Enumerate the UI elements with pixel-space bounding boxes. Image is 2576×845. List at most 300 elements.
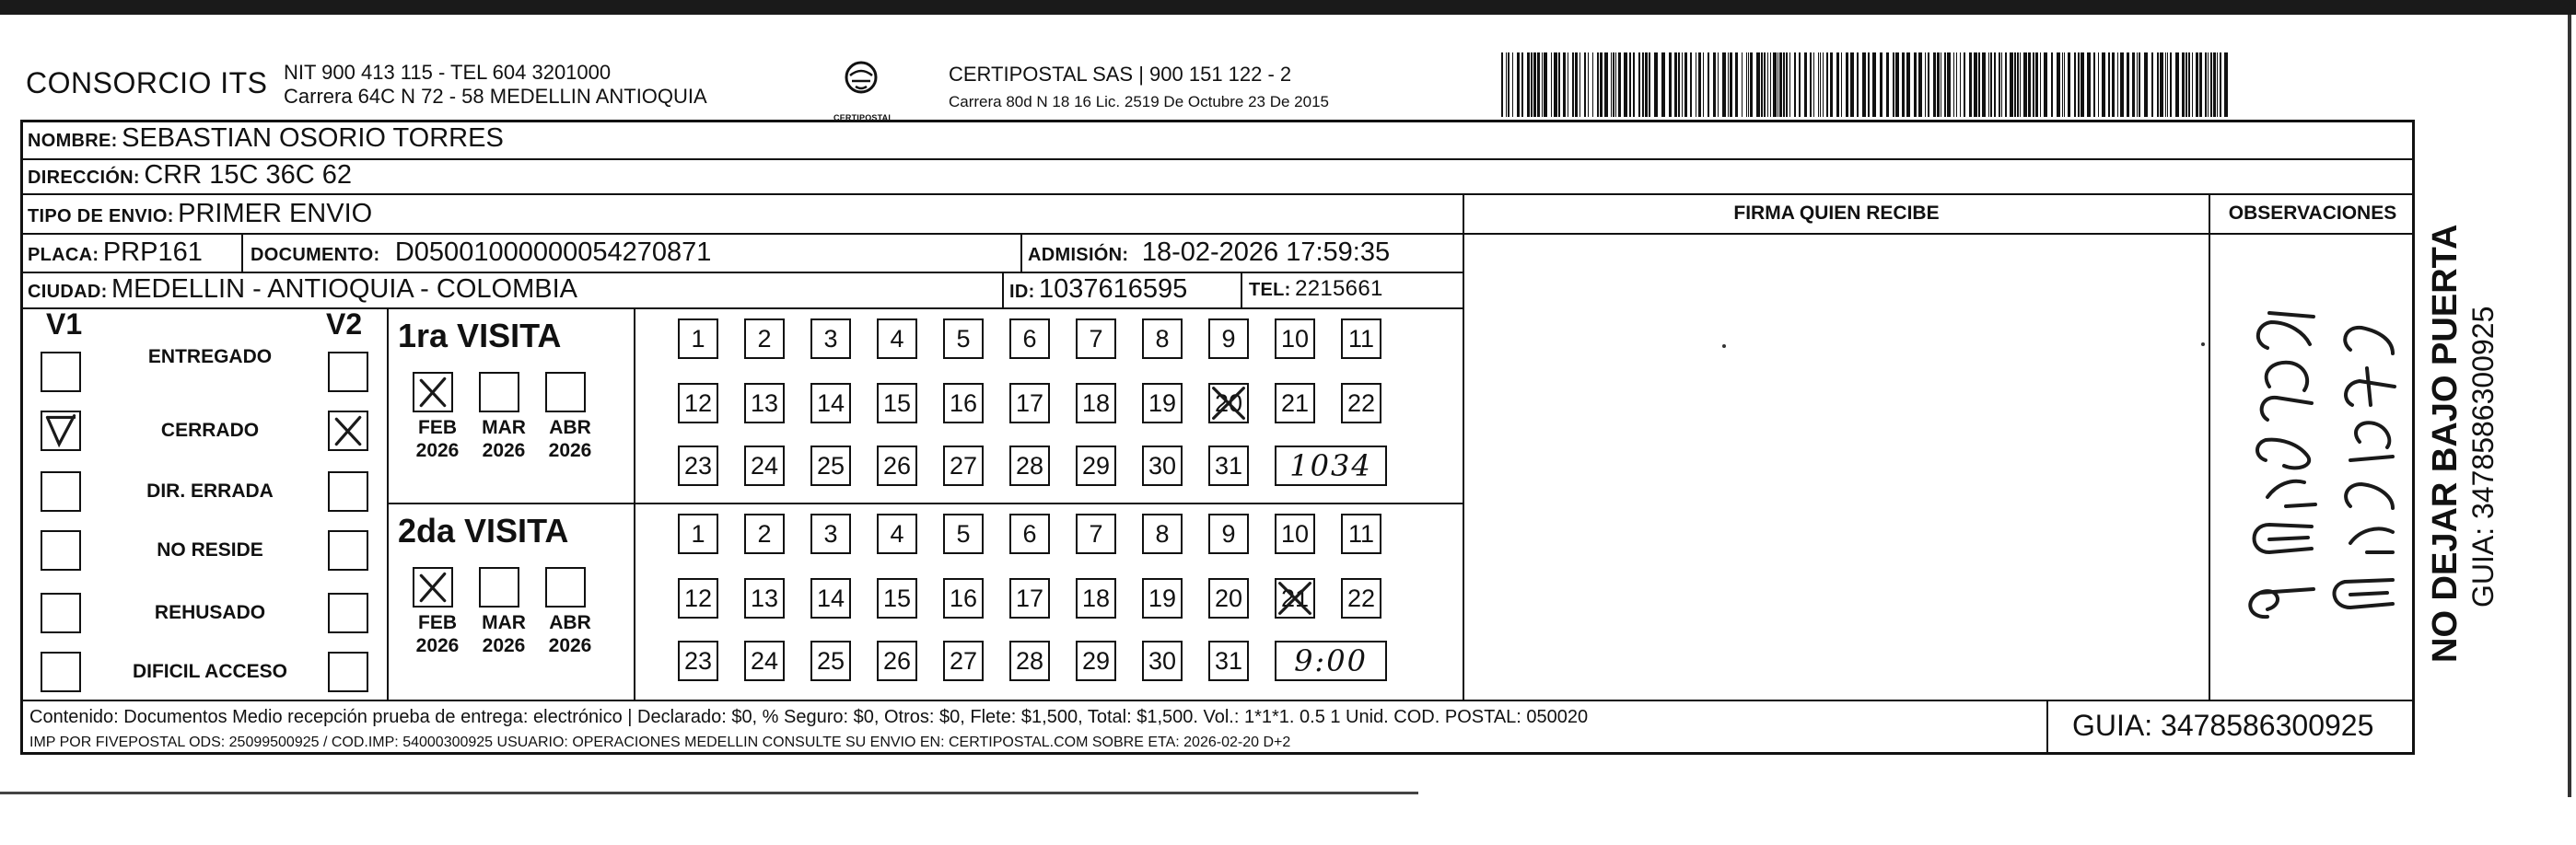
month-name: ABR <box>549 417 591 438</box>
first-visit-day-3[interactable] <box>810 318 851 359</box>
barcode-bar <box>1718 52 1719 117</box>
bottom-scan-line <box>0 792 1418 794</box>
footer-content-line: Contenido: Documentos Medio recepción prueba de entrega: electrónico | Declarado: $0, % Seguro: $0, Otros: $0, Flete: $1,500, Total: $1,500. Vol.: 1*1*1. 0.5 1 Unid. COD. POSTAL: 050020 <box>29 707 1589 727</box>
second-visit-day-23[interactable] <box>678 641 718 681</box>
barcode-bar <box>2117 52 2118 117</box>
second-visit-day-9[interactable] <box>1208 514 1249 554</box>
first-visit-day-12[interactable] <box>678 383 718 423</box>
barcode-bar <box>1684 52 1687 117</box>
barcode-bar <box>2028 52 2031 117</box>
v2-checkbox[interactable] <box>328 471 368 512</box>
day-number: 3 <box>823 325 838 353</box>
barcode-bar <box>2160 52 2163 117</box>
row-divider <box>20 307 1463 309</box>
barcode-bar <box>2205 52 2207 117</box>
day-number: 29 <box>1081 452 1111 480</box>
barcode-bar <box>2157 52 2159 117</box>
barcode-bar <box>1947 52 1951 117</box>
barcode-bar <box>1773 52 1777 117</box>
first-visit-day-1[interactable] <box>678 318 718 359</box>
day-number: 8 <box>1155 325 1170 353</box>
barcode-bar <box>1761 52 1763 117</box>
first-visit-day-27[interactable] <box>943 446 984 486</box>
row-divider <box>20 193 2415 195</box>
first-visit-day-21[interactable] <box>1275 383 1315 423</box>
first-visit-day-23[interactable] <box>678 446 718 486</box>
barcode-bar <box>2170 52 2172 117</box>
second-visit-day-31[interactable] <box>1208 641 1249 681</box>
day-number: 28 <box>1015 452 1044 480</box>
cell-divider <box>1002 272 1004 307</box>
first-visit-day-25[interactable] <box>810 446 851 486</box>
day-number: 18 <box>1081 389 1111 417</box>
barcode-bar <box>1690 52 1692 117</box>
barcode-bar <box>1994 52 1996 117</box>
day-number: 11 <box>1347 325 1375 353</box>
barcode-bar <box>1633 52 1635 117</box>
barcode-bar <box>1638 52 1640 117</box>
logo-caption: CERTIPOSTAL <box>833 113 894 122</box>
first-visit-day-31[interactable] <box>1208 446 1249 486</box>
barcode-bar <box>2139 52 2140 117</box>
barcode-bar <box>1786 52 1788 117</box>
day-number: 9 <box>1221 520 1236 548</box>
month-name: ABR <box>549 612 591 633</box>
tel-value: 2215661 <box>1295 276 1383 301</box>
barcode-bar <box>1974 52 1977 117</box>
footer-imp-line: IMP POR FIVEPOSTAL ODS: 25099500925 / COD.IMP: 54000300925 USUARIO: OPERACIONES MEDELLIN CONSULTE SU ENVIO EN: CERTIPOSTAL.COM SOBRE ETA: 2026-02-20 D+2 <box>29 735 1291 750</box>
first-visit-day-28[interactable] <box>1009 446 1050 486</box>
first-visit-month-checkbox[interactable] <box>545 372 586 412</box>
barcode-bar <box>1750 52 1753 117</box>
tel-cell <box>1249 276 1383 302</box>
ciudad-label: CIUDAD: <box>28 282 108 302</box>
day-number: 13 <box>750 585 779 612</box>
v2-checkbox[interactable] <box>328 652 368 692</box>
barcode-bar <box>2210 52 2212 117</box>
day-number: 17 <box>1015 389 1044 417</box>
v1-checkbox[interactable] <box>41 471 81 512</box>
second-visit-month-checkbox[interactable] <box>413 567 453 608</box>
row-divider <box>20 272 1463 273</box>
placa-cell <box>28 237 203 268</box>
barcode-bar <box>2081 52 2084 117</box>
barcode-bar <box>2005 52 2007 117</box>
barcode-bar <box>1542 52 1543 117</box>
first-visit-title: 1ra VISITA <box>398 317 562 354</box>
id-label: ID: <box>1009 282 1035 302</box>
barcode-bar <box>2044 52 2047 117</box>
month-year: 2026 <box>482 635 526 656</box>
second-visit-day-27[interactable] <box>943 641 984 681</box>
barcode-bar <box>1746 52 1747 117</box>
barcode-bar <box>1730 52 1732 117</box>
day-number: 9 <box>1221 325 1236 353</box>
barcode-bar <box>2108 52 2110 117</box>
barcode-bar <box>1868 52 1870 117</box>
barcode-bar <box>2213 52 2216 117</box>
day-number: 2 <box>757 520 772 548</box>
barcode-bar <box>1512 52 1513 117</box>
cell-divider <box>241 233 243 272</box>
day-number: 24 <box>750 452 779 480</box>
first-visit-month-checkbox[interactable] <box>413 372 453 412</box>
day-number: 22 <box>1346 389 1376 417</box>
barcode-bar <box>1810 52 1812 117</box>
second-visit-day-3[interactable] <box>810 514 851 554</box>
day-number: 14 <box>816 585 845 612</box>
barcode-bar <box>1537 52 1540 117</box>
v2-checkbox[interactable] <box>328 530 368 571</box>
second-visit-day-12[interactable] <box>678 578 718 619</box>
second-visit-day-21[interactable] <box>1275 578 1315 619</box>
day-number: 7 <box>1089 520 1103 548</box>
col-divider <box>1463 193 1464 700</box>
tipo-envio-row <box>28 199 372 229</box>
barcode-bar <box>2151 52 2153 117</box>
first-visit-day-13[interactable] <box>744 383 785 423</box>
first-visit-day-24[interactable] <box>744 446 785 486</box>
barcode-bar <box>1551 52 1552 117</box>
barcode-bar <box>1933 52 1936 117</box>
barcode-bar <box>2137 52 2138 117</box>
second-visit-month-checkbox[interactable] <box>545 567 586 608</box>
second-visit-day-2[interactable] <box>744 514 785 554</box>
footer-guia-number: GUIA: 3478586300925 <box>2072 709 2374 742</box>
day-number: 16 <box>949 389 978 417</box>
direccion-value: CRR 15C 36C 62 <box>144 160 352 190</box>
status-label: DIR. ERRADA <box>146 480 274 502</box>
row-divider <box>20 158 2415 160</box>
visit-divider <box>387 503 1463 504</box>
first-visit-day-14[interactable] <box>810 383 851 423</box>
barcode-bar <box>1779 52 1782 117</box>
first-visit-day-4[interactable] <box>877 318 917 359</box>
first-visit-day-30[interactable] <box>1142 446 1183 486</box>
company-address-line: Carrera 64C N 72 - 58 MEDELLIN ANTIOQUIA <box>284 85 707 108</box>
second-visit-day-30[interactable] <box>1142 641 1183 681</box>
day-number: 20 <box>1214 389 1243 417</box>
first-visit-day-20[interactable] <box>1208 383 1249 423</box>
second-visit-time-box[interactable] <box>1275 641 1387 681</box>
day-number: 8 <box>1155 520 1170 548</box>
barcode-bar <box>2093 52 2095 117</box>
barcode-bar <box>1563 52 1566 117</box>
v2-checkbox[interactable] <box>328 352 368 392</box>
second-visit-day-16[interactable] <box>943 578 984 619</box>
placa-label: PLACA: <box>28 245 99 265</box>
second-visit-day-5[interactable] <box>943 514 984 554</box>
barcode-bar <box>1615 52 1616 117</box>
barcode-bar <box>1624 52 1627 117</box>
barcode-bar <box>1613 52 1614 117</box>
second-visit-day-18[interactable] <box>1076 578 1116 619</box>
first-visit-day-16[interactable] <box>943 383 984 423</box>
col-divider <box>2209 193 2210 700</box>
first-visit-month-label <box>472 416 536 462</box>
barcode-bar <box>2087 52 2091 117</box>
day-number: 25 <box>816 452 845 480</box>
day-number: 30 <box>1148 647 1177 675</box>
second-visit-day-1[interactable] <box>678 514 718 554</box>
barcode-bar <box>1618 52 1621 117</box>
second-visit-day-25[interactable] <box>810 641 851 681</box>
barcode-bar <box>1818 52 1819 117</box>
barcode-bar <box>1645 52 1648 117</box>
day-number: 28 <box>1015 647 1044 675</box>
barcode-bar <box>1508 52 1509 117</box>
day-number: 17 <box>1015 585 1044 612</box>
barcode-bar <box>1533 52 1536 117</box>
day-number: 23 <box>683 452 713 480</box>
barcode-bar <box>2010 52 2013 117</box>
tel-label: TEL: <box>1249 280 1291 300</box>
barcode-bar <box>1794 52 1796 117</box>
barcode-bar <box>2102 52 2105 117</box>
first-visit-month-label <box>405 416 470 462</box>
observaciones-handwriting <box>2212 276 2413 696</box>
second-visit-day-13[interactable] <box>744 578 785 619</box>
barcode-bar <box>2014 52 2016 117</box>
first-visit-day-11[interactable] <box>1341 318 1381 359</box>
col-divider <box>634 307 635 700</box>
barcode-bar <box>1669 52 1672 117</box>
second-visit-day-29[interactable] <box>1076 641 1116 681</box>
barcode-bar <box>1978 52 1980 117</box>
barcode-bar <box>1604 52 1608 117</box>
barcode-bar <box>1722 52 1726 117</box>
barcode-bar <box>1857 52 1859 117</box>
barcode-bar <box>1558 52 1560 117</box>
barcode-bar <box>1902 52 1905 117</box>
barcode-bar <box>2033 52 2034 117</box>
company-name: CONSORCIO ITS <box>26 66 268 99</box>
month-year: 2026 <box>415 440 460 461</box>
first-visit-day-22[interactable] <box>1341 383 1381 423</box>
barcode-bar <box>1770 52 1771 117</box>
first-visit-day-9[interactable] <box>1208 318 1249 359</box>
first-visit-day-5[interactable] <box>943 318 984 359</box>
documento-cell <box>251 237 711 268</box>
v1-checkbox[interactable] <box>41 411 81 451</box>
barcode-bar <box>1937 52 1940 117</box>
barcode-bar <box>1674 52 1677 117</box>
first-visit-day-18[interactable] <box>1076 383 1116 423</box>
barcode-bar <box>1944 52 1946 117</box>
barcode-bar <box>1703 52 1704 117</box>
status-label: DIFICIL ACCESO <box>132 661 287 682</box>
handwritten-check-mark <box>1210 385 1247 422</box>
barcode-bar <box>1579 52 1580 117</box>
day-number: 14 <box>816 389 845 417</box>
v1-checkbox[interactable] <box>41 352 81 392</box>
barcode-bar <box>1756 52 1760 117</box>
barcode-bar <box>1841 52 1842 117</box>
second-visit-day-7[interactable] <box>1076 514 1116 554</box>
barcode-bar <box>1698 52 1701 117</box>
barcode-bar <box>1728 52 1729 117</box>
first-visit-time-box[interactable] <box>1275 446 1387 486</box>
month-year: 2026 <box>482 440 526 461</box>
barcode-bar <box>1592 52 1593 117</box>
barcode-bar <box>1969 52 1972 117</box>
day-number: 27 <box>949 647 978 675</box>
second-visit-month-checkbox[interactable] <box>479 567 519 608</box>
barcode-bar <box>2132 52 2135 117</box>
day-number: 7 <box>1089 325 1103 353</box>
day-number: 23 <box>683 647 713 675</box>
barcode-bar <box>2068 52 2070 117</box>
barcode-bar <box>2144 52 2148 117</box>
barcode-bar <box>1767 52 1768 117</box>
ink-dot <box>2201 342 2205 346</box>
barcode-bar <box>1629 52 1631 117</box>
day-number: 11 <box>1347 520 1375 548</box>
day-number: 19 <box>1148 389 1177 417</box>
barcode-bar <box>1764 52 1766 117</box>
second-visit-day-24[interactable] <box>744 641 785 681</box>
barcode-bar <box>2001 52 2002 117</box>
barcode-bar <box>1880 52 1882 117</box>
barcode-bar <box>2078 52 2080 117</box>
day-number: 24 <box>750 647 779 675</box>
barcode-bar <box>1575 52 1578 117</box>
day-number: 18 <box>1081 585 1111 612</box>
day-number: 15 <box>882 585 912 612</box>
nombre-value: SEBASTIAN OSORIO TORRES <box>122 123 504 153</box>
cell-divider <box>1241 272 1242 307</box>
second-visit-day-8[interactable] <box>1142 514 1183 554</box>
barcode <box>1501 52 2229 117</box>
first-visit-day-17[interactable] <box>1009 383 1050 423</box>
day-number: 6 <box>1022 325 1037 353</box>
day-number: 10 <box>1280 520 1310 548</box>
first-visit-day-19[interactable] <box>1142 383 1183 423</box>
first-visit-month-checkbox[interactable] <box>479 372 519 412</box>
barcode-bar <box>2040 52 2041 117</box>
barcode-bar <box>1584 52 1586 117</box>
barcode-bar <box>2192 52 2193 117</box>
barcode-bar <box>2062 52 2063 117</box>
day-number: 31 <box>1214 452 1243 480</box>
first-visit-day-26[interactable] <box>877 446 917 486</box>
right-scan-border <box>2568 15 2571 797</box>
handwritten-check-mark <box>42 412 79 449</box>
admision-cell <box>1028 237 1390 268</box>
barcode-bar <box>1642 52 1644 117</box>
second-visit-day-4[interactable] <box>877 514 917 554</box>
v1-checkbox[interactable] <box>41 593 81 633</box>
second-visit-day-26[interactable] <box>877 641 917 681</box>
no-dejar-warning: NO DEJAR BAJO PUERTA <box>2426 224 2465 663</box>
day-number: 26 <box>882 452 912 480</box>
barcode-bar <box>1826 52 1828 117</box>
barcode-bar <box>2112 52 2115 117</box>
admision-value: 18-02-2026 17:59:35 <box>1141 237 1391 267</box>
first-visit-day-29[interactable] <box>1076 446 1116 486</box>
v1-checkbox[interactable] <box>41 652 81 692</box>
second-visit-day-17[interactable] <box>1009 578 1050 619</box>
barcode-bar <box>1682 52 1683 117</box>
ink-dot <box>1722 344 1726 348</box>
barcode-bar <box>2175 52 2179 117</box>
barcode-bar <box>2217 52 2218 117</box>
day-number: 22 <box>1346 585 1376 612</box>
barcode-bar <box>2199 52 2202 117</box>
second-visit-day-20[interactable] <box>1208 578 1249 619</box>
day-number: 29 <box>1081 647 1111 675</box>
v1-checkbox[interactable] <box>41 530 81 571</box>
barcode-bar <box>1678 52 1680 117</box>
barcode-bar <box>1544 52 1547 117</box>
first-visit-day-15[interactable] <box>877 383 917 423</box>
month-name: MAR <box>482 612 526 633</box>
top-scan-border <box>0 0 2576 15</box>
barcode-bar <box>1956 52 1957 117</box>
second-visit-month-label <box>538 611 602 657</box>
barcode-bar <box>1661 52 1665 117</box>
barcode-bar <box>2057 52 2060 117</box>
barcode-bar <box>1742 52 1743 117</box>
barcode-bar <box>1830 52 1833 117</box>
ciudad-cell <box>28 274 577 305</box>
second-visit-day-22[interactable] <box>1341 578 1381 619</box>
barcode-bar <box>2188 52 2190 117</box>
cell-divider <box>1020 233 1022 272</box>
barcode-bar <box>1862 52 1866 117</box>
barcode-bar <box>1914 52 1917 117</box>
day-number: 31 <box>1214 647 1243 675</box>
second-visit-day-11[interactable] <box>1341 514 1381 554</box>
day-number: 21 <box>1280 585 1310 612</box>
second-visit-day-6[interactable] <box>1009 514 1050 554</box>
barcode-bar <box>1925 52 1926 117</box>
tipo-envio-label: TIPO DE ENVIO: <box>28 206 174 226</box>
certipostal-logo <box>833 59 894 122</box>
cell-divider <box>2046 700 2048 755</box>
first-visit-day-7[interactable] <box>1076 318 1116 359</box>
second-visit-month-label <box>472 611 536 657</box>
barcode-bar <box>1649 52 1650 117</box>
first-visit-day-10[interactable] <box>1275 318 1315 359</box>
day-number: 30 <box>1148 452 1177 480</box>
status-label: CERRADO <box>160 420 260 441</box>
second-visit-day-28[interactable] <box>1009 641 1050 681</box>
second-visit-day-10[interactable] <box>1275 514 1315 554</box>
barcode-bar <box>2120 52 2124 117</box>
barcode-bar <box>2020 52 2021 117</box>
barcode-bar <box>1713 52 1716 117</box>
v2-checkbox[interactable] <box>328 411 368 451</box>
second-visit-day-19[interactable] <box>1142 578 1183 619</box>
first-visit-time-handwritten: 1034 <box>1289 448 1372 483</box>
barcode-bar <box>1517 52 1520 117</box>
day-number: 21 <box>1280 389 1310 417</box>
first-visit-day-8[interactable] <box>1142 318 1183 359</box>
barcode-bar <box>2167 52 2168 117</box>
v2-checkbox[interactable] <box>328 593 368 633</box>
day-number: 13 <box>750 389 779 417</box>
barcode-bar <box>1799 52 1801 117</box>
first-visit-day-2[interactable] <box>744 318 785 359</box>
row-divider <box>20 233 2415 235</box>
day-number: 26 <box>882 647 912 675</box>
first-visit-day-6[interactable] <box>1009 318 1050 359</box>
second-visit-day-15[interactable] <box>877 578 917 619</box>
observaciones-header: OBSERVACIONES <box>2228 203 2397 224</box>
placa-value: PRP161 <box>102 237 203 267</box>
second-visit-day-14[interactable] <box>810 578 851 619</box>
